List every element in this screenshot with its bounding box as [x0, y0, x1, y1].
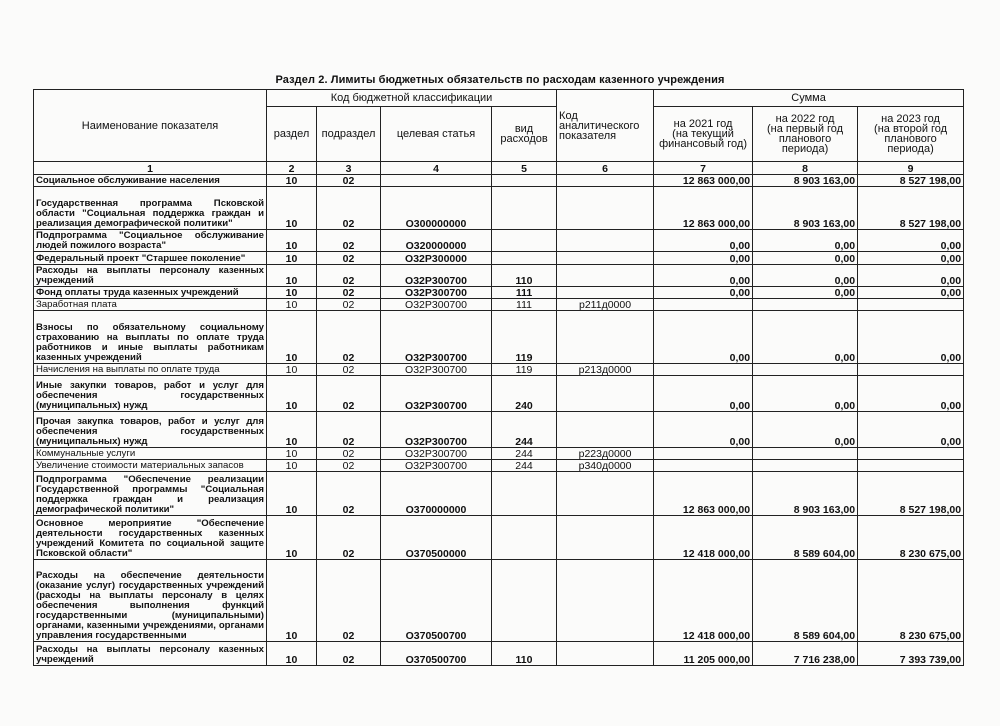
row-razdel: 10	[267, 376, 317, 412]
column-number-row	[34, 162, 964, 175]
row-sum-2023: 0,00	[858, 311, 964, 364]
table-row	[34, 472, 964, 516]
row-analytic-code	[557, 252, 654, 265]
row-expense-type: 244	[492, 460, 557, 472]
header-target: целевая статья	[381, 107, 492, 162]
header-2023	[858, 107, 964, 162]
row-name: Основное мероприятие "Обеспечение деятельности государственных казенных учреждений Комитета по социальной защите Псковской области"	[34, 516, 267, 560]
row-sum-2023: 8 527 198,00	[858, 175, 964, 187]
table-row	[34, 642, 964, 666]
row-sum-2023	[858, 460, 964, 472]
row-sum-2022: 0,00	[753, 230, 858, 252]
row-name: Социальное обслуживание населения	[34, 175, 267, 187]
row-analytic-code	[557, 642, 654, 666]
row-podrazdel: 02	[317, 287, 381, 299]
row-razdel: 10	[267, 175, 317, 187]
row-target-article: O32P300700	[381, 311, 492, 364]
row-name: Фонд оплаты труда казенных учреждений	[34, 287, 267, 299]
row-podrazdel: 02	[317, 230, 381, 252]
table-row	[34, 311, 964, 364]
table-row	[34, 287, 964, 299]
row-sum-2023: 8 527 198,00	[858, 472, 964, 516]
row-razdel: 10	[267, 516, 317, 560]
row-expense-type: 119	[492, 364, 557, 376]
row-razdel: 10	[267, 472, 317, 516]
row-sum-2023: 0,00	[858, 412, 964, 448]
row-sum-2021	[654, 299, 753, 311]
row-sum-2022: 8 903 163,00	[753, 472, 858, 516]
row-sum-2023: 0,00	[858, 265, 964, 287]
column-number: 4	[381, 162, 492, 175]
row-sum-2023: 0,00	[858, 287, 964, 299]
row-sum-2022: 0,00	[753, 287, 858, 299]
row-name: Прочая закупка товаров, работ и услуг для обеспечения государственных (муниципальных) нужд	[34, 412, 267, 448]
row-sum-2023: 8 230 675,00	[858, 516, 964, 560]
column-number: 3	[317, 162, 381, 175]
row-sum-2021: 0,00	[654, 230, 753, 252]
row-podrazdel: 02	[317, 299, 381, 311]
row-razdel: 10	[267, 311, 317, 364]
table-row	[34, 560, 964, 642]
row-sum-2022: 0,00	[753, 376, 858, 412]
row-sum-2022	[753, 364, 858, 376]
row-podrazdel: 02	[317, 448, 381, 460]
row-podrazdel: 02	[317, 265, 381, 287]
row-sum-2022: 8 903 163,00	[753, 175, 858, 187]
row-sum-2021: 12 863 000,00	[654, 472, 753, 516]
row-analytic-code	[557, 265, 654, 287]
row-target-article: O32P300700	[381, 265, 492, 287]
row-sum-2023: 0,00	[858, 230, 964, 252]
row-target-article: O32P300000	[381, 252, 492, 265]
column-number: 8	[753, 162, 858, 175]
header-kbk-group: Код бюджетной классификации	[267, 90, 557, 107]
row-expense-type: 111	[492, 287, 557, 299]
row-podrazdel: 02	[317, 560, 381, 642]
row-expense-type: 244	[492, 412, 557, 448]
row-sum-2022: 0,00	[753, 412, 858, 448]
row-sum-2023: 7 393 739,00	[858, 642, 964, 666]
row-sum-2021: 0,00	[654, 311, 753, 364]
table-row	[34, 299, 964, 311]
row-razdel: 10	[267, 299, 317, 311]
row-sum-2021	[654, 364, 753, 376]
row-razdel: 10	[267, 412, 317, 448]
row-expense-type	[492, 252, 557, 265]
header-podrazdel: подраздел	[317, 107, 381, 162]
row-expense-type	[492, 472, 557, 516]
header-2022-title: на 2022 год	[775, 113, 835, 125]
header-2022	[753, 107, 858, 162]
row-podrazdel: 02	[317, 175, 381, 187]
row-target-article: O32P300700	[381, 448, 492, 460]
row-sum-2022	[753, 299, 858, 311]
row-name: Государственная программа Псковской области "Социальная поддержка граждан и реализация демографической политики"	[34, 187, 267, 230]
row-target-article	[381, 175, 492, 187]
row-expense-type: 244	[492, 448, 557, 460]
header-2021-title: на 2021 год	[673, 118, 733, 130]
table-row	[34, 516, 964, 560]
row-sum-2023: 0,00	[858, 376, 964, 412]
row-analytic-code	[557, 175, 654, 187]
row-expense-type	[492, 175, 557, 187]
row-name: Заработная плата	[34, 299, 267, 311]
row-sum-2022	[753, 448, 858, 460]
header-2022-sub: (на первый год планового периода)	[766, 123, 844, 155]
header-razdel: раздел	[267, 107, 317, 162]
row-podrazdel: 02	[317, 187, 381, 230]
column-number: 1	[34, 162, 267, 175]
row-expense-type: 110	[492, 265, 557, 287]
row-analytic-code	[557, 472, 654, 516]
row-razdel: 10	[267, 364, 317, 376]
row-sum-2021	[654, 448, 753, 460]
row-razdel: 10	[267, 448, 317, 460]
row-sum-2022	[753, 460, 858, 472]
row-podrazdel: 02	[317, 642, 381, 666]
column-number: 6	[557, 162, 654, 175]
row-expense-type	[492, 516, 557, 560]
row-analytic-code: p340д0000	[557, 460, 654, 472]
row-sum-2021: 12 418 000,00	[654, 516, 753, 560]
row-sum-2023: 8 527 198,00	[858, 187, 964, 230]
row-expense-type	[492, 187, 557, 230]
row-expense-type: 240	[492, 376, 557, 412]
row-analytic-code	[557, 376, 654, 412]
table-row	[34, 265, 964, 287]
column-number: 2	[267, 162, 317, 175]
row-sum-2022: 8 589 604,00	[753, 560, 858, 642]
table-row	[34, 230, 964, 252]
row-razdel: 10	[267, 560, 317, 642]
row-sum-2021: 12 863 000,00	[654, 187, 753, 230]
row-razdel: 10	[267, 287, 317, 299]
column-number: 7	[654, 162, 753, 175]
row-sum-2021: 0,00	[654, 412, 753, 448]
table-row	[34, 412, 964, 448]
header-vid: вид расходов	[492, 107, 557, 162]
row-analytic-code	[557, 412, 654, 448]
table-row	[34, 187, 964, 230]
header-2023-sub: (на второй год планового периода)	[874, 123, 948, 155]
row-name: Расходы на выплаты персоналу казенных учреждений	[34, 642, 267, 666]
row-analytic-code	[557, 516, 654, 560]
row-sum-2021: 12 863 000,00	[654, 175, 753, 187]
table-row	[34, 376, 964, 412]
section-caption: Раздел 2. Лимиты бюджетных обязательств по расходам казенного учреждения	[275, 74, 725, 86]
header-name: Наименование показателя	[34, 90, 267, 162]
row-sum-2021: 0,00	[654, 252, 753, 265]
budget-limits-table	[33, 89, 964, 666]
header-2023-title: на 2023 год	[881, 113, 940, 125]
row-target-article: O370500700	[381, 642, 492, 666]
row-name: Взносы по обязательному социальному страхованию на выплаты по оплате труда работников и иные выплаты работникам казенных учреждений	[34, 311, 267, 364]
row-name: Увеличение стоимости материальных запасов	[34, 460, 267, 472]
row-sum-2023: 8 230 675,00	[858, 560, 964, 642]
row-sum-2022: 0,00	[753, 311, 858, 364]
row-target-article: O32P300700	[381, 412, 492, 448]
header-2021	[654, 107, 753, 162]
row-podrazdel: 02	[317, 460, 381, 472]
row-sum-2021: 11 205 000,00	[654, 642, 753, 666]
row-name: Федеральный проект "Старшее поколение"	[34, 252, 267, 265]
table-row	[34, 460, 964, 472]
row-analytic-code: p223д0000	[557, 448, 654, 460]
row-sum-2021: 0,00	[654, 265, 753, 287]
table-row	[34, 364, 964, 376]
table-row	[34, 448, 964, 460]
row-expense-type: 119	[492, 311, 557, 364]
row-target-article: O32P300700	[381, 460, 492, 472]
row-expense-type: 110	[492, 642, 557, 666]
row-name: Начисления на выплаты по оплате труда	[34, 364, 267, 376]
row-target-article: O32P300700	[381, 299, 492, 311]
table-row	[34, 175, 964, 187]
row-razdel: 10	[267, 252, 317, 265]
header-2021-sub: (на текущий финансовый год)	[659, 128, 747, 150]
row-podrazdel: 02	[317, 516, 381, 560]
row-razdel: 10	[267, 642, 317, 666]
row-razdel: 10	[267, 230, 317, 252]
row-analytic-code	[557, 311, 654, 364]
row-target-article: O32P300700	[381, 364, 492, 376]
row-sum-2021: 0,00	[654, 376, 753, 412]
row-podrazdel: 02	[317, 376, 381, 412]
row-podrazdel: 02	[317, 364, 381, 376]
row-podrazdel: 02	[317, 412, 381, 448]
row-expense-type	[492, 560, 557, 642]
row-sum-2023: 0,00	[858, 252, 964, 265]
row-expense-type	[492, 230, 557, 252]
row-target-article: O320000000	[381, 230, 492, 252]
row-name: Расходы на обеспечение деятельности (оказание услуг) государственных учреждений (расходы на выплаты персоналу в целях обеспечения выполнения функций государственными (муниципальными) органами, казенными учреждениями, органами управления государственными	[34, 560, 267, 642]
row-sum-2023	[858, 299, 964, 311]
row-target-article: O32P300700	[381, 376, 492, 412]
row-analytic-code	[557, 187, 654, 230]
row-podrazdel: 02	[317, 252, 381, 265]
row-analytic-code: p211д0000	[557, 299, 654, 311]
row-podrazdel: 02	[317, 311, 381, 364]
header-analytic-code: Код аналитического показателя	[557, 90, 654, 162]
column-number: 9	[858, 162, 964, 175]
row-podrazdel: 02	[317, 472, 381, 516]
row-sum-2022: 0,00	[753, 265, 858, 287]
row-sum-2022: 7 716 238,00	[753, 642, 858, 666]
row-expense-type: 111	[492, 299, 557, 311]
row-analytic-code: p213д0000	[557, 364, 654, 376]
row-sum-2022: 8 903 163,00	[753, 187, 858, 230]
row-sum-2023	[858, 364, 964, 376]
row-sum-2022: 0,00	[753, 252, 858, 265]
row-target-article: O32P300700	[381, 287, 492, 299]
row-sum-2022: 8 589 604,00	[753, 516, 858, 560]
row-razdel: 10	[267, 187, 317, 230]
row-name: Коммунальные услуги	[34, 448, 267, 460]
column-number: 5	[492, 162, 557, 175]
row-razdel: 10	[267, 460, 317, 472]
row-analytic-code	[557, 287, 654, 299]
row-name: Иные закупки товаров, работ и услуг для обеспечения государственных (муниципальных) нужд	[34, 376, 267, 412]
row-sum-2023	[858, 448, 964, 460]
row-target-article: O370500700	[381, 560, 492, 642]
row-name: Расходы на выплаты персоналу казенных учреждений	[34, 265, 267, 287]
table-row	[34, 252, 964, 265]
row-razdel: 10	[267, 265, 317, 287]
header-sum-group: Сумма	[654, 90, 964, 107]
row-sum-2021: 0,00	[654, 287, 753, 299]
row-analytic-code	[557, 230, 654, 252]
row-target-article: O300000000	[381, 187, 492, 230]
row-sum-2021	[654, 460, 753, 472]
row-target-article: O370500000	[381, 516, 492, 560]
row-target-article: O370000000	[381, 472, 492, 516]
row-name: Подпрограмма "Обеспечение реализации Государственной программы "Социальная поддержка граждан и реализация демографической политики"	[34, 472, 267, 516]
row-name: Подпрограмма "Социальное обслуживание людей пожилого возраста"	[34, 230, 267, 252]
row-analytic-code	[557, 560, 654, 642]
row-sum-2021: 12 418 000,00	[654, 560, 753, 642]
